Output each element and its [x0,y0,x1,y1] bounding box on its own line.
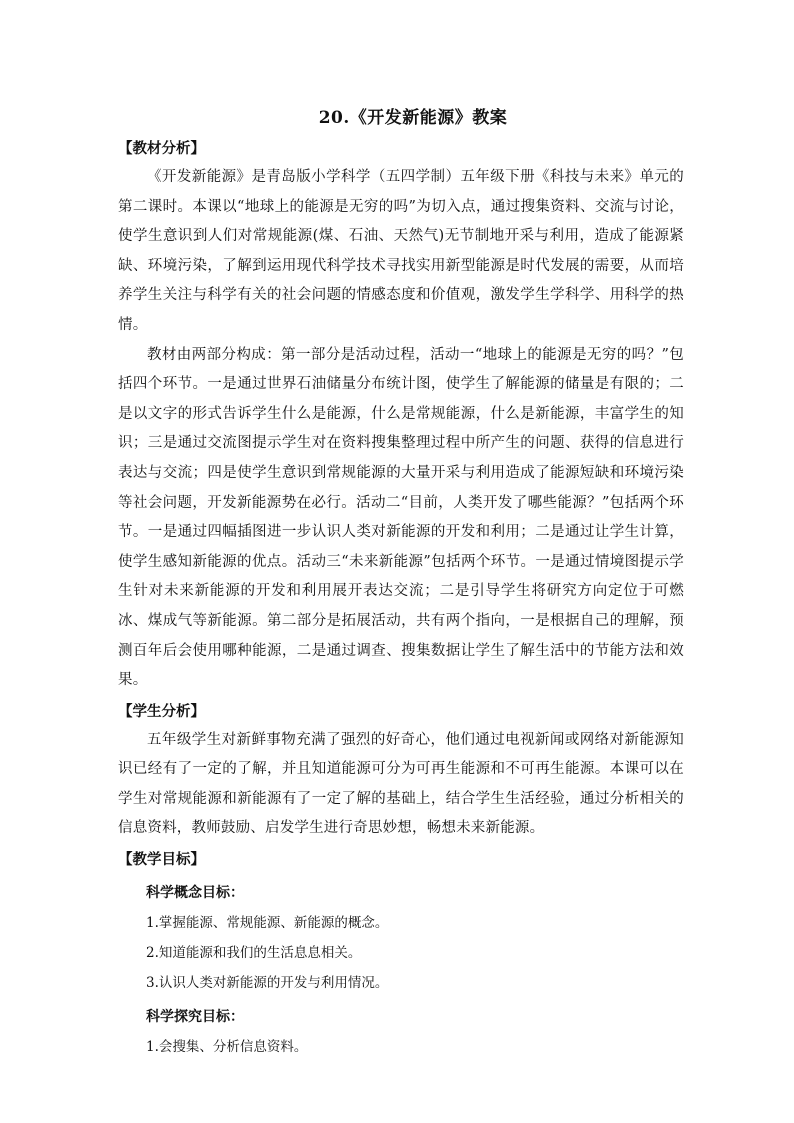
inquiry-goals-heading: 科学探究目标： [146,1009,244,1026]
section-heading-goals: 【教学目标】 [118,851,205,869]
inquiry-goal-item-1: 1.会搜集、分析信息资料。 [146,1039,308,1056]
textbook-paragraph-1: 《开发新能源》是青岛版小学科学（五四学制）五年级下册《科技与未来》单元的第二课时。本课以“地球上的能源是无穷的吗”为切入点，通过搜集资料、交流与讨论，使学生意识到人们对常规能源(煤、石油、天然气)无节制地开采与利用，造成了能源紧缺、环境污染，了解到运用现代科学技术寻找实用新型能源是时代发展的需要，从而培养学生关注与科学有关的社会问题的情感态度和价值观，激发学生学科学、用科学的热情。 [118,169,684,333]
concept-goals-heading: 科学概念目标： [146,885,244,902]
textbook-paragraph-2: 教材由两部分构成：第一部分是活动过程，活动一“地球上的能源是无穷的吗？”包括四个环节。一是通过世界石油储量分布统计图，使学生了解能源的储量是有限的；二是以文字的形式告诉学生什么是能源，什么是常规能源，什么是新能源，丰富学生的知识；三是通过交流图提示学生对在资料搜集整理过程中所产生的问题、获得的信息进行表达与交流；四是使学生意识到常规能源的大量开采与利用造成了能源短缺和环境污染等社会问题，开发新能源势在必行。活动二“目前，人类开发了哪些能源？”包括两个环节。一是通过四幅插图进一步认识人类对新能源的开发和利用；二是通过让学生计算，使学生感知新能源的优点。活动三“未来新能源”包括两个环节。一是通过情境图提示学生针对未来新能源的开发和利用展开表达交流；二是引导学生将研究方向定位于可燃冰、煤成气等新能源。第二部分是拓展活动，共有两个指向，一是根据自己的理解，预测百年后会使用哪种能源，二是通过调查、搜集数据让学生了解生活中的节能方法和效果。 [118,346,684,689]
concept-goal-item-3: 3.认识人类对新能源的开发与利用情况。 [146,975,389,992]
student-paragraph-1: 五年级学生对新鲜事物充满了强烈的好奇心，他们通过电视新闻或网络对新能源知识已经有了一定的了解，并且知道能源可分为可再生能源和不可再生能源。本课可以在学生对常规能源和新能源有了一定了解的基础上，结合学生生活经验，通过分析相关的信息资料，教师鼓励、启发学生进行奇思妙想，畅想未来新能源。 [118,731,684,837]
document-title: 20.《开发新能源》教案 [318,108,508,128]
concept-goal-item-2: 2.知道能源和我们的生活息息相关。 [146,945,362,962]
section-heading-textbook: 【教材分析】 [118,140,205,157]
concept-goal-item-1: 1.掌握能源、常规能源、新能源的概念。 [146,915,389,932]
section-heading-student: 【学生分析】 [118,702,205,720]
